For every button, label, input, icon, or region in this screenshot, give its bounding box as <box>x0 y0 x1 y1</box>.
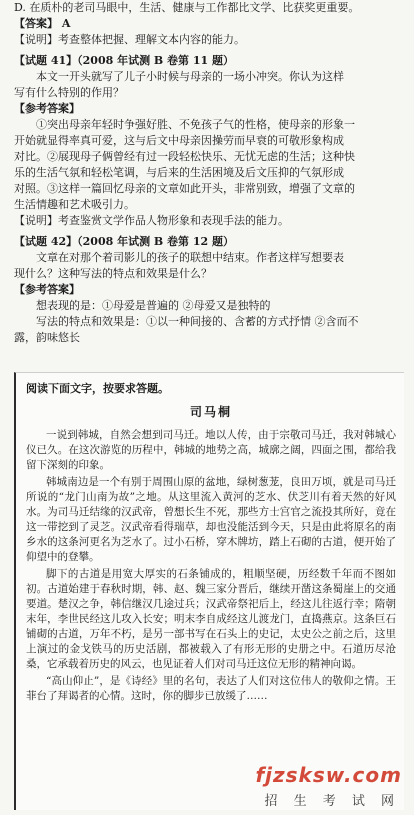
passage-paragraph: “高山仰止”，是《诗经》里的名句，表达了人们对这位伟人的敬仰之情。王菲台了拜谒者的心情。这时，你的脚步已放缓了…… <box>26 675 396 702</box>
passage-title: 司马桐 <box>189 405 232 419</box>
answer-41-line: 对比。②展现母子俩曾经有过一段轻松快乐、无忧无虑的生活；这种快 <box>14 150 355 163</box>
question-42-text: 文章在对那个着司影儿的孩子的联想中结束。作者这样写想要表 <box>36 251 344 264</box>
question-41-text: 写有什么特别的作用？ <box>14 86 124 99</box>
answer-section <box>0 0 414 372</box>
question-41-header: 【试题 41】（2008 年试测 B 卷第 11 题） <box>14 54 235 67</box>
answer-41-line: 生活情趣和艺术吸引力。 <box>14 198 135 211</box>
answer-42-line: 写法的特点和效果是：①以一种间接的、含蓄的方式抒情 ②含而不 <box>36 315 359 328</box>
reference-answer-label: 【参考答案】 <box>14 102 80 115</box>
answer-42-line: 想表现的是：①母爱是普遍的 ②母爱又是独特的 <box>36 299 271 312</box>
question-42-header: 【试题 42】（2008 年试测 B 卷第 12 题） <box>14 235 235 248</box>
answer-41-line: 对照。③这样一篇回忆母亲的文章如此开头，非常别致，增强了文章的 <box>14 182 355 195</box>
question-42-text: 现什么？这种写法的特点和效果是什么？ <box>14 267 212 280</box>
passage-paragraph: 一说到韩城，自然会想到司马迁。地以人传，由于宗敬司马迁，我对韩城心仪已久。在这次游览的历程中，韩城的地势之高，城廓之阔，四面之围，都给我留下深刻的印象。 <box>26 429 396 471</box>
site-watermark <box>236 763 406 809</box>
passage-paragraph: 韩城南边是一个有别于周围山原的盆地，绿树葱茏，良田万顷，就是司马迁所说的“龙门山南为故”之地。从这里流入黄河的芝水、伏芝川有着天然的好风水。为司马迁结缘的汉武帝，曾想长生不死，那些方士宫官之流投其所好，竟在这一带挖到了灵芝。汉武帝看得瑞草，却也没能活到今天，只是由此将原名的南乡水的这条河更名为芝水了。过小石桥，穿木牌坊，踏上石砌的古道，便开始了仰望中的登攀。 <box>26 476 396 563</box>
passage-paragraph: 脚下的古道是用宽大厚实的石条铺成的，粗顺坚硬，历经数千年而不图如初。古道始建于春秋时期，韩、赵、魏三家分晋后，继续开凿这条蜀崖上的交通要道。楚汉之争，韩信继汉几途过兵；汉武帝祭祀后上，经这儿往返行幸；隋朝末年，李世民经这儿攻入长安；明末李自成经这儿渡龙门，直捣燕京。这条巨石铺砌的古道，万年不朽，是另一部书写在石头上的史记，太史公之前之后，这里上演过的金戈铁马的历史活剧，都被载入了有形无形的史册之中。石道历尽沧桑，它承载着历史的风云，也见证着人们对司马迁这位无形的精神向谒。 <box>26 568 396 670</box>
explanation-line: 【说明】考查鉴赏文学作品人物形象和表现手法的能力。 <box>14 214 289 227</box>
answer-line: 【答案】 A <box>14 17 71 30</box>
answer-41-line: ①突出母亲年轻时争强好胜、不免孩子气的性格，使母亲的形象一 <box>36 118 355 131</box>
answer-42-line: 露，韵味悠长 <box>14 331 80 344</box>
reading-passage <box>14 372 404 810</box>
watermark-site-name: 招 生 考 试 网 <box>264 794 400 809</box>
answer-41-line: 乐的生活气氛和轻松笔调，与后来的生活困境及后文压抑的气氛形成 <box>14 166 344 179</box>
reference-answer-label: 【参考答案】 <box>14 283 80 296</box>
question-41-text: 本文一开头就写了儿子小时候与母亲的一场小冲突。你认为这样 <box>36 70 344 83</box>
explanation-line: 【说明】考查整体把握、理解文本内容的能力。 <box>14 33 245 46</box>
option-d-text: D. 在质朴的老司马眼中，生活、健康与工作都比文学、比获奖更重要。 <box>14 1 360 14</box>
answer-41-line: 开始就显得率真可爱，这与后文中母亲因操劳而早衰的可敬形象构成 <box>14 134 344 147</box>
watermark-domain: fjzsksw.com <box>255 763 402 787</box>
task-instruction: 阅读下面文字，按要求答题。 <box>26 382 169 395</box>
